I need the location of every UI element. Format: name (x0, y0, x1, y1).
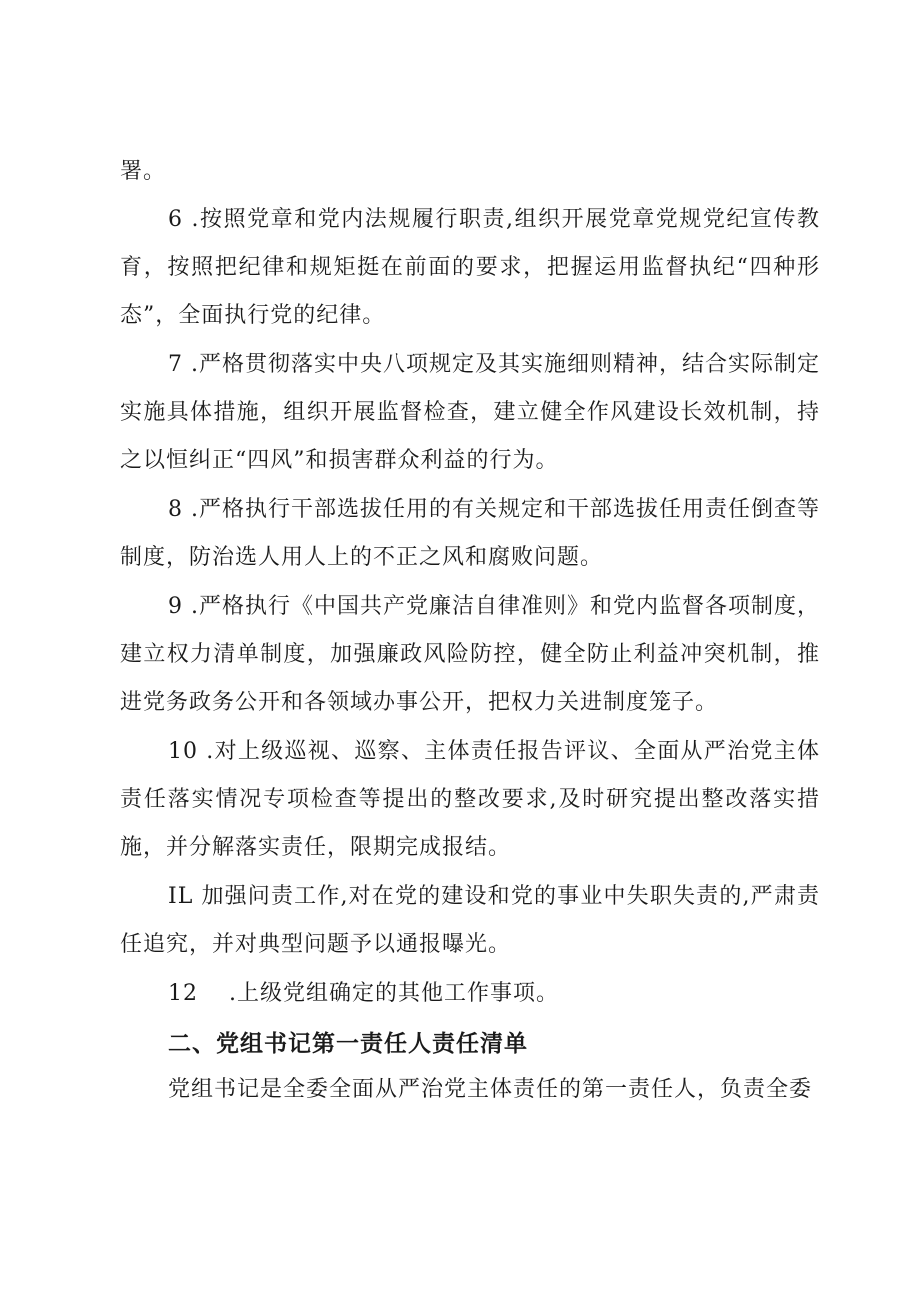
paragraph-item-7: 7 .严格贯彻落实中央八项规定及其实施细则精神，结合实际制定实施具体措施，组织开展监督检查，建立健全作风建设长效机制，持之以恒纠正“四风”和损害群众利益的行为。 (120, 352, 820, 473)
paragraph-item-10: 10 .对上级巡视、巡察、主体责任报告评议、全面从严治党主体责任落实情况专项检查等提出的整改要求,及时研究提出整改落实措施，并分解落实责任，限期完成报结。 (120, 739, 820, 860)
section-heading: 二、党组书记第一责任人责任清单 (168, 1031, 528, 1057)
paragraph-continuation: 署。 (120, 159, 167, 184)
paragraph-item-11: IL 加强问责工作,对在党的建设和党的事业中失职失责的,严肃责任追究，并对典型问题予以通报曝光。 (120, 884, 821, 957)
paragraph-section-intro: 党组书记是全委全面从严治党主体责任的第一责任人，负责全委 (168, 1077, 813, 1102)
paragraph-item-12: 12 .上级党组确定的其他工作事项。 (168, 981, 559, 1006)
paragraph-item-6: 6 .按照党章和党内法规履行职责,组织开展党章党规党纪宣传教育，按照把纪律和规矩挺在前面的要求，把握运用监督执纪“四种形态”，全面执行党的纪律。 (120, 207, 820, 328)
paragraph-item-8: 8 .严格执行干部选拔任用的有关规定和干部选拔任用责任倒查等制度，防治选人用人上的不正之风和腐败问题。 (120, 497, 820, 570)
paragraph-item-9: 9 .严格执行《中国共产党廉洁自律准则》和党内监督各项制度，建立权力清单制度，加强廉政风险防控，健全防止利益冲突机制，推进党务政务公开和各领域办事公开，把权力关进制度笼子。 (120, 594, 820, 715)
